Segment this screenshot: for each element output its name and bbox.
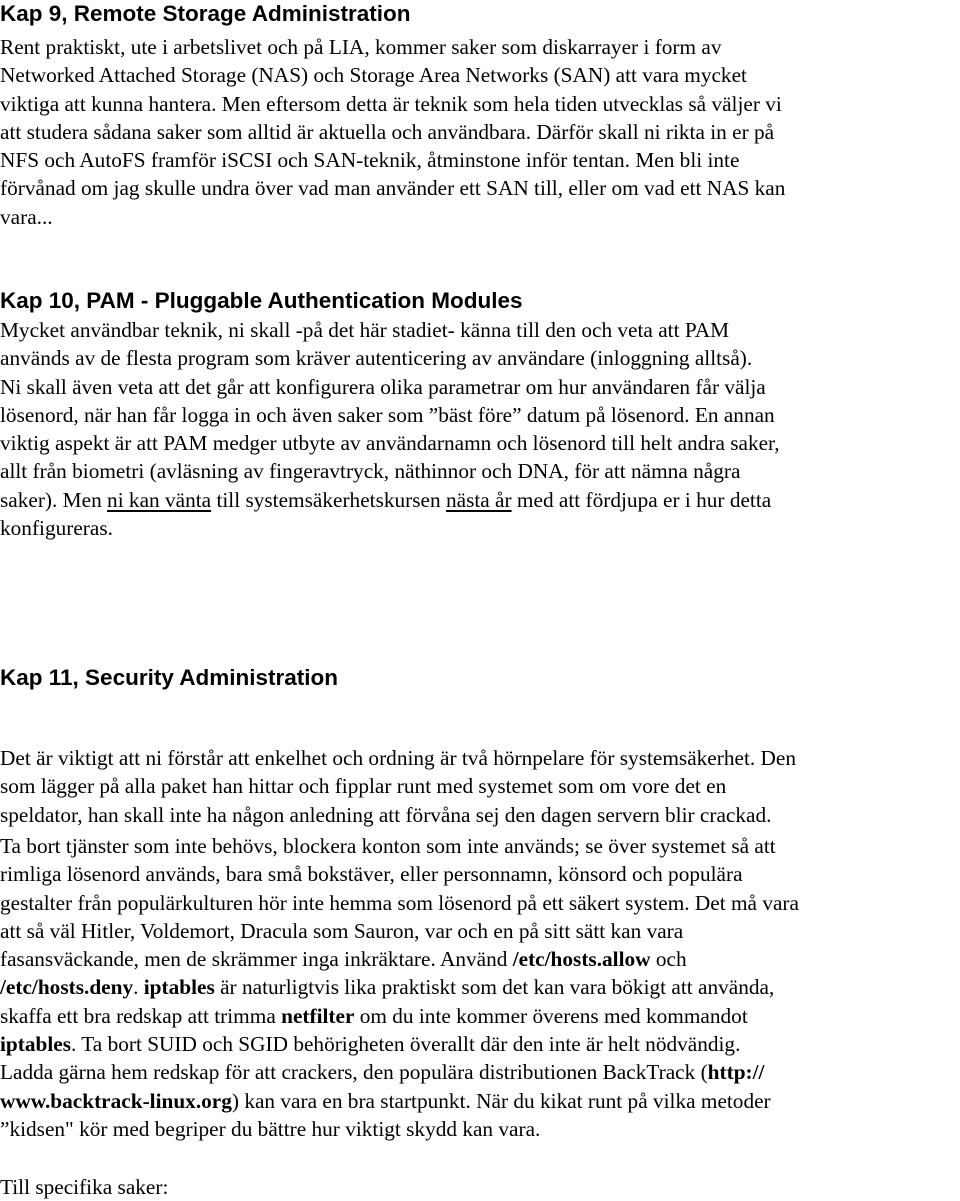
- text-line: Rent praktiskt, ute i arbetslivet och på LIA, kommer saker som diskarrayer i form av: [0, 35, 722, 59]
- text-line: Networked Attached Storage (NAS) och Storage Area Networks (SAN) att vara mycket: [0, 63, 747, 88]
- underlined-text: nästa år: [445, 487, 512, 512]
- text-span: skaffa ett bra redskap att trimma: [0, 1003, 282, 1028]
- text-line: viktig aspekt är att PAM medger utbyte av användarnamn och lösenord till helt andra saker,: [0, 431, 780, 456]
- kap11-paragraph-1: [0, 744, 796, 829]
- text-span: är naturligtvis lika praktiskt som det kan vara bökigt att använda,: [214, 975, 775, 1000]
- text-line: Till specifika saker:: [0, 1175, 169, 1199]
- text-span: ) kan vara en bra startpunkt. När du kikat runt på vilka metoder: [231, 1088, 771, 1113]
- text-line: används av de flesta program som kräver autenticering av användare (inloggning alltså).: [0, 346, 753, 371]
- text-line: rimliga lösenord används, bara små bokstäver, eller personnamn, könsord och populära: [0, 862, 743, 887]
- text-span: Men eftersom detta är teknik som hela tiden utvecklas så väljer vi: [216, 91, 782, 116]
- text-line: [0, 1030, 799, 1058]
- text-span: med att fördjupa er i hur detta: [511, 487, 772, 512]
- bold-path: /etc/hosts.allow: [512, 947, 651, 972]
- bold-command: iptables: [0, 1032, 72, 1057]
- text-line: lösenord, när han får logga in och även saker som ”bäst före” datum på lösenord. En annan: [0, 402, 775, 427]
- text-line: [0, 146, 785, 174]
- text-span: till systemsäkerhetskursen: [211, 487, 446, 512]
- text-line: förvånad om jag skulle undra över vad man använder ett SAN till, eller om vad ett NAS kan: [0, 176, 786, 201]
- bold-url: www.backtrack-linux.org: [0, 1088, 232, 1113]
- text-line: vara...: [0, 204, 53, 229]
- text-line: [0, 1058, 799, 1086]
- text-span: .: [133, 975, 144, 1000]
- bold-url: http://: [707, 1060, 765, 1085]
- kap11-heading: Kap 11, Security Administration: [0, 665, 339, 690]
- text-line: Det är viktigt att ni förstår att enkelhet och ordning är två hörnpelare för systemsäkerhet. Den: [0, 746, 796, 770]
- text-line: att så väl Hitler, Voldemort, Dracula som Sauron, var och en på sitt sätt kan vara: [0, 918, 684, 943]
- text-line: [0, 1002, 799, 1030]
- text-span: saker). Men: [0, 487, 108, 512]
- text-span: fasansväckande, men de skrämmer inga inkräktare. Använd: [0, 947, 513, 972]
- text-line: Ta bort tjänster som inte behövs, blockera konton som inte används; se över systemet så att: [0, 834, 776, 858]
- kap10-paragraph: [0, 316, 780, 542]
- bold-command: iptables: [143, 975, 215, 1000]
- kap10-heading: Kap 10, PAM - Pluggable Authentication Modules: [0, 288, 523, 313]
- text-line: [0, 118, 785, 146]
- text-line: ”kidsen" kör med begriper du bättre hur viktigt skydd kan vara.: [0, 1116, 541, 1141]
- text-line: gestalter från populärkulturen hör inte hemma som lösenord på ett säkert system. Det må vara: [0, 890, 799, 915]
- text-line: konfigureras.: [0, 516, 113, 541]
- text-span: viktiga att kunna hantera.: [0, 91, 217, 116]
- text-line: [0, 486, 780, 514]
- text-span: om du inte kommer överens med kommandot: [354, 1003, 748, 1028]
- underlined-text: ni kan vänta: [107, 487, 212, 512]
- text-line: Ni skall även veta att det går att konfigurera olika parametrar om hur användaren får välja: [0, 374, 766, 399]
- bold-path: /etc/hosts.deny: [0, 975, 134, 1000]
- final-line: [0, 1173, 168, 1201]
- text-line: Mycket användbar teknik, ni skall -på det här stadiet- känna till den och veta att PAM: [0, 318, 730, 342]
- text-line: allt från biometri (avläsning av fingeravtryck, näthinnor och DNA, för att nämna några: [0, 459, 741, 484]
- text-line: [0, 1087, 799, 1115]
- text-span: och: [650, 947, 687, 972]
- text-line: [0, 973, 799, 1001]
- kap9-paragraph: [0, 33, 785, 231]
- text-span: Därför skall ni rikta in er på: [531, 119, 775, 144]
- text-line: som lägger på alla paket han hittar och fipplar runt med systemet som om vore det en: [0, 774, 727, 799]
- text-span: . Ta bort SUID och SGID behörigheten överallt där den inte är helt nödvändig.: [71, 1032, 741, 1057]
- text-line: [0, 945, 799, 973]
- text-span: att studera sådana saker som alltid är aktuella och användbara.: [0, 119, 532, 144]
- text-span: Men bli inte: [630, 148, 740, 173]
- text-line: [0, 90, 785, 118]
- kap9-heading: Kap 9, Remote Storage Administration: [0, 1, 411, 26]
- bold-command: netfilter: [281, 1003, 355, 1028]
- kap11-paragraph-2: [0, 832, 799, 1143]
- text-line: speldator, han skall inte ha någon anledning att förvåna sej den dagen servern blir crackad.: [0, 802, 772, 827]
- text-span: Ladda gärna hem redskap för att crackers, den populära distributionen BackTrack (: [0, 1060, 708, 1085]
- text-span: NFS och AutoFS framför iSCSI och SAN-teknik, åtminstone inför tentan.: [0, 148, 630, 173]
